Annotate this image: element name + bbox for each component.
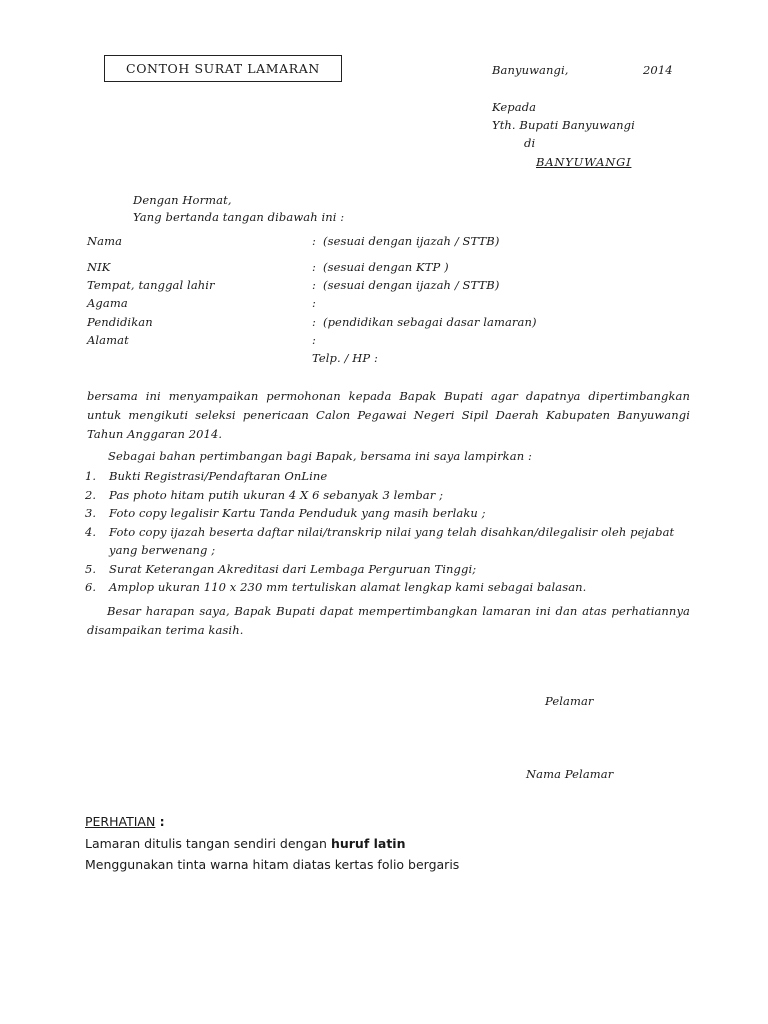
field-row-alamat [87,333,687,350]
field-row-nik [87,260,687,277]
place-label: Banyuwangi, [492,63,569,77]
greeting: Dengan Hormat, [133,193,232,207]
field-separator: : [312,234,316,248]
field-row-agama [87,296,687,313]
year-label: 2014 [643,63,673,77]
list-number: 6. [85,580,97,594]
field-separator: : [312,333,316,347]
field-label: Agama [87,296,128,310]
list-number: 4. [85,524,97,539]
recipient-kepada: Kepada [492,100,537,114]
notice-heading-text: PERHATIAN [85,814,156,829]
field-label: NIK [87,260,111,274]
list-item [85,467,691,486]
attachments-list [85,467,691,597]
field-value: (pendidikan sebagai dasar lamaran) [323,315,537,329]
list-text: Bukti Registrasi/Pendaftaran OnLine [109,469,328,483]
field-row-ttl [87,278,687,295]
closing-paragraph: Besar harapan saya, Bapak Bupati dapat mempertimbangkan lamaran ini dan atas perhatiannya disampaikan terima kasih. [87,604,690,637]
list-item [85,486,691,505]
letter-title: CONTOH SURAT LAMARAN [104,55,342,82]
list-text: Amplop ukuran 110 x 230 mm tertuliskan alamat lengkap kami sebagai balasan. [109,580,587,594]
signature-name: Nama Pelamar [526,767,614,781]
field-separator: : [312,296,316,310]
list-item [85,504,691,523]
list-text: Foto copy ijazah beserta daftar nilai/transkrip nilai yang telah disahkan/dilegalisir oleh pejabat yang berwenang ; [109,524,675,557]
list-number: 2. [85,487,97,502]
field-row-nama [87,234,687,251]
signature-label: Pelamar [545,694,594,708]
list-text: Surat Keterangan Akreditasi dari Lembaga Perguruan Tinggi; [109,561,477,576]
list-item [85,523,691,560]
field-value: (sesuai dengan ijazah / STTB) [323,234,500,248]
body-paragraph: bersama ini menyampaikan permohonan kepada Bapak Bupati agar dapatnya dipertimbangkan untuk mengikuti seleksi penericaan Calon Pegawai Negeri Sipil Daerah Kabupaten Banyuwangi Tahun Anggaran 2014. [87,389,690,441]
notice-heading-suffix: : [155,814,165,829]
list-number: 3. [85,506,97,520]
notice-line-1-bold: huruf latin [330,836,406,851]
field-separator: : [312,278,316,292]
field-label: Nama [87,234,123,248]
notice-line-2: Menggunakan tinta warna hitam diatas kertas folio bergaris [85,857,460,872]
list-number: 1. [85,469,97,483]
recipient-yth: Yth. Bupati Banyuwangi [492,118,635,132]
field-label: Alamat [87,333,129,347]
intro-line: Yang bertanda tangan dibawah ini : [133,210,345,224]
list-item [85,560,691,579]
field-separator: : [312,315,316,329]
field-telp: Telp. / HP : [312,351,378,365]
field-value: (sesuai dengan ijazah / STTB) [323,278,500,292]
field-label: Pendidikan [87,315,153,329]
recipient-di: di [524,136,536,150]
field-label: Tempat, tanggal lahir [87,278,215,292]
attachments-intro: Sebagai bahan pertimbangan bagi Bapak, bersama ini saya lampirkan : [108,449,532,463]
list-text: Foto copy legalisir Kartu Tanda Penduduk yang masih berlaku ; [109,506,486,520]
notice-line-1 [85,836,405,851]
notice-line-1-text: Lamaran ditulis tangan sendiri dengan [85,836,331,851]
recipient-city: BANYUWANGI [536,155,632,169]
field-row-pendidikan [87,315,687,332]
notice-heading [85,814,165,829]
list-number: 5. [85,561,97,576]
field-separator: : [312,260,316,274]
list-text: Pas photo hitam putih ukuran 4 X 6 sebanyak 3 lembar ; [109,487,444,502]
field-value: (sesuai dengan KTP ) [323,260,449,274]
list-item [85,578,691,597]
